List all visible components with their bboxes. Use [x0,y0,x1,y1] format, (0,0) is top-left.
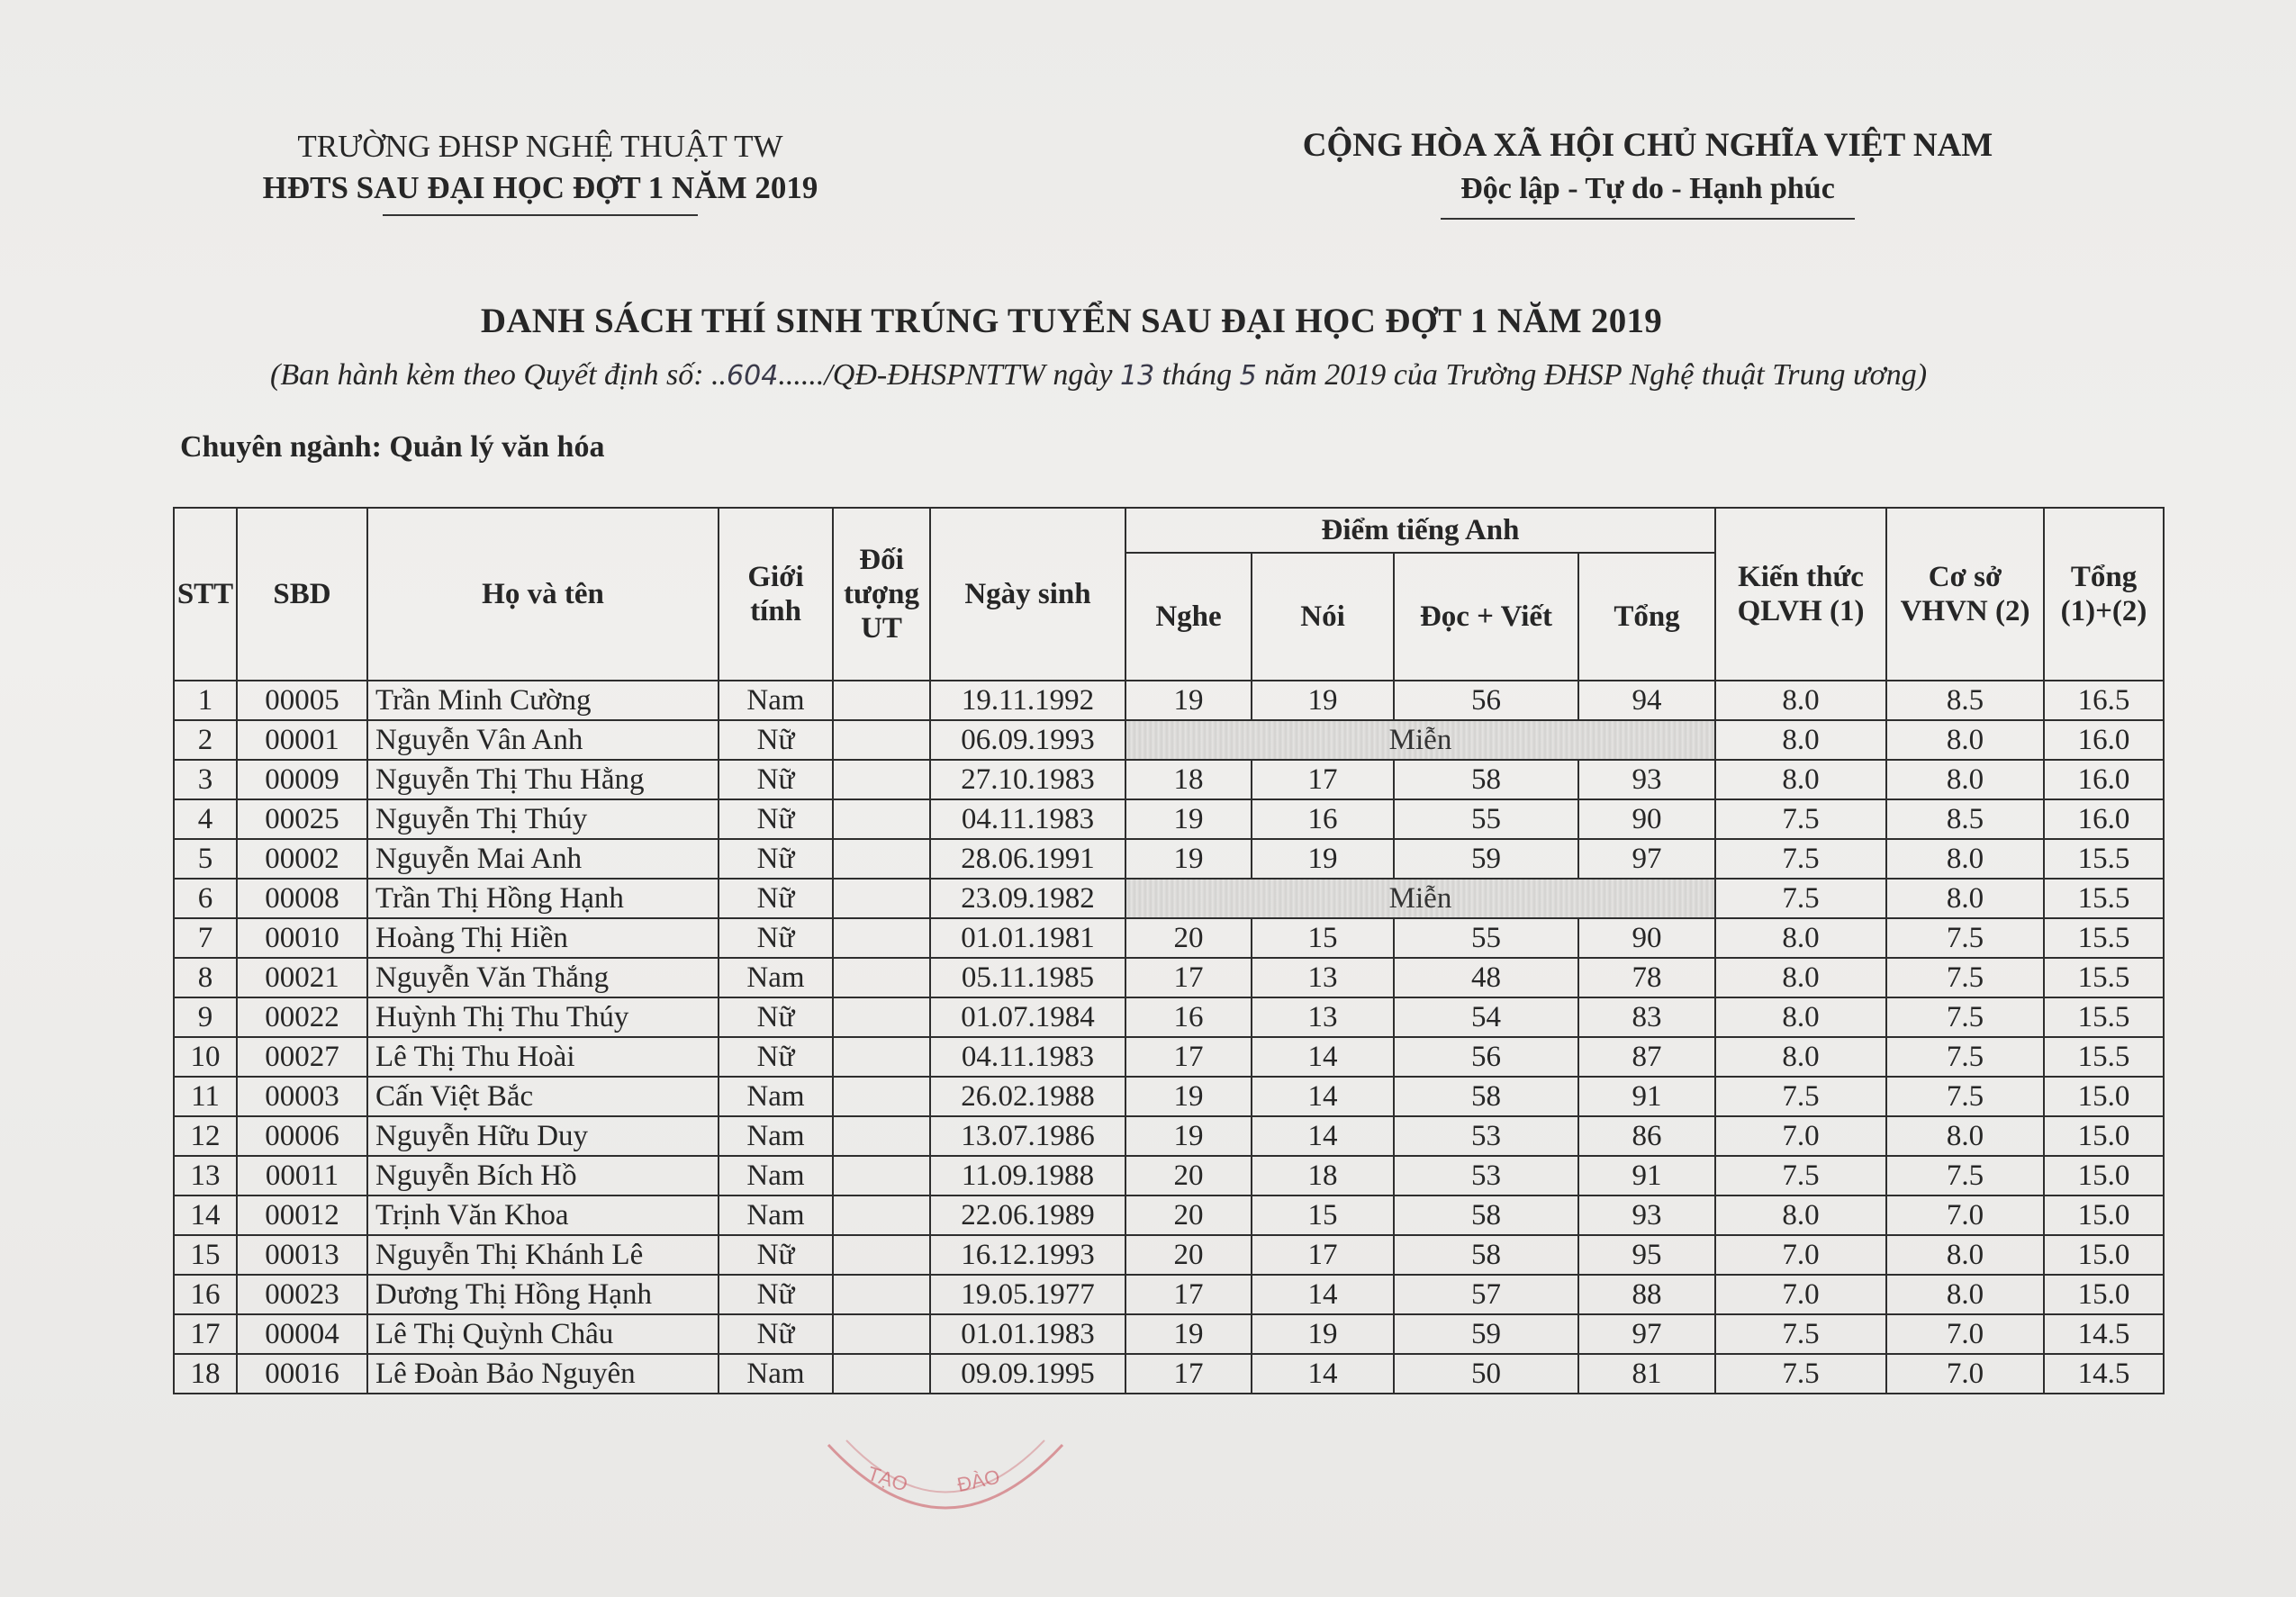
table-row [174,720,2164,760]
header-priority: Đối tượng UT [833,508,930,681]
cell-name: Nguyễn Thị Thu Hằng [367,760,719,799]
header-name: Họ và tên [367,508,719,681]
cell-dob: 04.11.1983 [930,1037,1125,1077]
cell-sbd: 00016 [237,1354,367,1394]
motto-underline [1441,218,1855,220]
cell-listening: 16 [1125,997,1252,1037]
cell-knowledge: 7.5 [1715,1314,1886,1354]
cell-reading-writing: 58 [1394,1077,1578,1116]
table-row [174,681,2164,720]
cell-stt: 14 [174,1195,237,1235]
table-row [174,839,2164,879]
cell-listening: 18 [1125,760,1252,799]
cell-knowledge: 8.0 [1715,958,1886,997]
cell-dob: 19.11.1992 [930,681,1125,720]
table-row [174,1354,2164,1394]
cell-gender: Nữ [719,1275,833,1314]
cell-total: 15.5 [2044,958,2164,997]
cell-basis: 8.0 [1886,760,2044,799]
cell-gender: Nữ [719,760,833,799]
cell-listening: 19 [1125,1116,1252,1156]
major-label: Chuyên ngành: Quản lý văn hóa [180,430,605,464]
issuer-header [225,126,855,216]
cell-speaking: 17 [1252,1235,1394,1275]
cell-name: Nguyễn Hữu Duy [367,1116,719,1156]
cell-total: 15.5 [2044,879,2164,918]
cell-knowledge: 8.0 [1715,720,1886,760]
cell-name: Nguyễn Thị Khánh Lê [367,1235,719,1275]
cell-english-total: 90 [1578,918,1715,958]
table-row [174,918,2164,958]
cell-sbd: 00011 [237,1156,367,1195]
cell-basis: 8.0 [1886,839,2044,879]
cell-reading-writing: 57 [1394,1275,1578,1314]
table-row [174,958,2164,997]
issuer-school: TRƯỜNG ĐHSP NGHỆ THUẬT TW [297,129,783,164]
cell-dob: 23.09.1982 [930,879,1125,918]
cell-name: Trần Minh Cường [367,681,719,720]
cell-name: Hoàng Thị Hiền [367,918,719,958]
cell-total: 16.0 [2044,720,2164,760]
cell-stt: 4 [174,799,237,839]
cell-speaking: 19 [1252,1314,1394,1354]
cell-speaking: 13 [1252,997,1394,1037]
cell-reading-writing: 53 [1394,1116,1578,1156]
cell-dob: 11.09.1988 [930,1156,1125,1195]
cell-basis: 7.5 [1886,1037,2044,1077]
cell-listening: 19 [1125,1314,1252,1354]
cell-name: Nguyễn Thị Thúy [367,799,719,839]
cell-total: 15.5 [2044,997,2164,1037]
cell-stt: 13 [174,1156,237,1195]
cell-dob: 26.02.1988 [930,1077,1125,1116]
cell-sbd: 00023 [237,1275,367,1314]
cell-sbd: 00008 [237,879,367,918]
cell-total: 14.5 [2044,1354,2164,1394]
cell-reading-writing: 58 [1394,760,1578,799]
header-dob: Ngày sinh [930,508,1125,681]
cell-english-total: 81 [1578,1354,1715,1394]
decision-text-3: tháng [1154,358,1240,392]
cell-dob: 01.01.1983 [930,1314,1125,1354]
table-row [174,1156,2164,1195]
cell-sbd: 00001 [237,720,367,760]
cell-stt: 7 [174,918,237,958]
table-row [174,799,2164,839]
cell-gender: Nữ [719,1314,833,1354]
header-basis: Cơ sở VHVN (2) [1886,508,2044,681]
cell-knowledge: 8.0 [1715,681,1886,720]
cell-listening: 19 [1125,799,1252,839]
cell-knowledge: 8.0 [1715,1037,1886,1077]
cell-listening: 17 [1125,1354,1252,1394]
decision-reference [270,358,1928,392]
header-sbd: SBD [237,508,367,681]
cell-basis: 8.0 [1886,1275,2044,1314]
cell-basis: 7.5 [1886,958,2044,997]
cell-total: 15.0 [2044,1235,2164,1275]
cell-total: 15.5 [2044,918,2164,958]
header-english-total: Tổng [1578,553,1715,681]
cell-dob: 04.11.1983 [930,799,1125,839]
national-header [1261,124,2035,220]
cell-gender: Nam [719,1077,833,1116]
cell-priority [833,958,930,997]
cell-sbd: 00025 [237,799,367,839]
cell-name: Lê Đoàn Bảo Nguyên [367,1354,719,1394]
cell-sbd: 00005 [237,681,367,720]
cell-total: 15.0 [2044,1156,2164,1195]
cell-speaking: 14 [1252,1037,1394,1077]
decision-text-4: năm 2019 của Trường ĐHSP Nghệ thuật Trung ương) [1256,358,1928,392]
header-gender: Giới tính [719,508,833,681]
stamp-text-right: ĐÀO [954,1465,1002,1496]
cell-knowledge: 7.0 [1715,1116,1886,1156]
cell-priority [833,1354,930,1394]
cell-priority [833,1235,930,1275]
cell-reading-writing: 48 [1394,958,1578,997]
cell-reading-writing: 53 [1394,1156,1578,1195]
table-row [174,1314,2164,1354]
cell-english-total: 97 [1578,839,1715,879]
cell-stt: 9 [174,997,237,1037]
seal-stamp [810,1436,1080,1544]
cell-english-total: 87 [1578,1037,1715,1077]
header-knowledge: Kiến thức QLVH (1) [1715,508,1886,681]
cell-listening: 19 [1125,839,1252,879]
cell-stt: 10 [174,1037,237,1077]
issuer-council: HĐTS SAU ĐẠI HỌC ĐỢT 1 NĂM 2019 [262,170,818,205]
cell-listening: 20 [1125,1235,1252,1275]
cell-gender: Nam [719,681,833,720]
cell-sbd: 00010 [237,918,367,958]
cell-knowledge: 7.5 [1715,1354,1886,1394]
cell-priority [833,1195,930,1235]
cell-english-total: 86 [1578,1116,1715,1156]
table-row [174,1275,2164,1314]
national-motto: Độc lập - Tự do - Hạnh phúc [1460,172,1835,205]
cell-sbd: 00021 [237,958,367,997]
cell-dob: 16.12.1993 [930,1235,1125,1275]
cell-stt: 17 [174,1314,237,1354]
table-row [174,879,2164,918]
cell-dob: 22.06.1989 [930,1195,1125,1235]
cell-priority [833,799,930,839]
cell-gender: Nam [719,1195,833,1235]
cell-stt: 6 [174,879,237,918]
cell-english-total: 91 [1578,1156,1715,1195]
cell-reading-writing: 55 [1394,799,1578,839]
cell-basis: 8.5 [1886,799,2044,839]
cell-priority [833,918,930,958]
cell-speaking: 18 [1252,1156,1394,1195]
cell-gender: Nam [719,1116,833,1156]
table-row [174,1037,2164,1077]
cell-speaking: 17 [1252,760,1394,799]
cell-listening: 19 [1125,681,1252,720]
cell-speaking: 19 [1252,681,1394,720]
cell-reading-writing: 54 [1394,997,1578,1037]
cell-gender: Nữ [719,720,833,760]
cell-english-total: 95 [1578,1235,1715,1275]
table-row [174,760,2164,799]
cell-listening: 19 [1125,1077,1252,1116]
cell-priority [833,760,930,799]
cell-name: Cấn Việt Bắc [367,1077,719,1116]
cell-dob: 19.05.1977 [930,1275,1125,1314]
header-stt: STT [174,508,237,681]
header-total: Tổng (1)+(2) [2044,508,2164,681]
decision-day-handwritten: 13 [1119,360,1155,392]
cell-priority [833,681,930,720]
cell-english-total: 94 [1578,681,1715,720]
table-body [174,681,2164,1394]
cell-english-total: 91 [1578,1077,1715,1116]
cell-priority [833,720,930,760]
cell-name: Lê Thị Quỳnh Châu [367,1314,719,1354]
cell-speaking: 14 [1252,1354,1394,1394]
cell-reading-writing: 50 [1394,1354,1578,1394]
cell-basis: 7.5 [1886,997,2044,1037]
cell-gender: Nam [719,958,833,997]
cell-knowledge: 7.5 [1715,879,1886,918]
cell-priority [833,1116,930,1156]
cell-sbd: 00006 [237,1116,367,1156]
cell-stt: 8 [174,958,237,997]
table-row [174,1116,2164,1156]
cell-priority [833,997,930,1037]
cell-stt: 3 [174,760,237,799]
cell-total: 15.0 [2044,1195,2164,1235]
cell-priority [833,1037,930,1077]
cell-dob: 01.01.1981 [930,918,1125,958]
cell-stt: 5 [174,839,237,879]
cell-speaking: 19 [1252,839,1394,879]
stamp-text-left: TẠO [864,1461,911,1496]
cell-total: 16.5 [2044,681,2164,720]
cell-stt: 2 [174,720,237,760]
cell-total: 16.0 [2044,760,2164,799]
cell-total: 15.5 [2044,839,2164,879]
cell-listening: 20 [1125,1156,1252,1195]
national-title: CỘNG HÒA XÃ HỘI CHỦ NGHĨA VIỆT NAM [1302,127,1993,164]
issuer-underline [383,214,698,216]
cell-english-total: 78 [1578,958,1715,997]
cell-speaking: 14 [1252,1116,1394,1156]
cell-english-total: 90 [1578,799,1715,839]
cell-basis: 8.0 [1886,1235,2044,1275]
document-title: DANH SÁCH THÍ SINH TRÚNG TUYỂN SAU ĐẠI HỌC ĐỢT 1 NĂM 2019 [480,302,1663,340]
cell-basis: 8.0 [1886,720,2044,760]
cell-name: Lê Thị Thu Hoài [367,1037,719,1077]
table-row [174,1195,2164,1235]
cell-knowledge: 7.0 [1715,1275,1886,1314]
cell-gender: Nữ [719,879,833,918]
cell-gender: Nữ [719,799,833,839]
cell-speaking: 16 [1252,799,1394,839]
decision-number-handwritten: 604 [727,360,779,392]
cell-reading-writing: 55 [1394,918,1578,958]
header-speaking: Nói [1252,553,1394,681]
cell-sbd: 00022 [237,997,367,1037]
cell-knowledge: 7.0 [1715,1235,1886,1275]
cell-sbd: 00012 [237,1195,367,1235]
table-row [174,1235,2164,1275]
cell-dob: 27.10.1983 [930,760,1125,799]
cell-dob: 28.06.1991 [930,839,1125,879]
cell-speaking: 14 [1252,1275,1394,1314]
cell-name: Dương Thị Hồng Hạnh [367,1275,719,1314]
cell-dob: 06.09.1993 [930,720,1125,760]
cell-total: 15.5 [2044,1037,2164,1077]
cell-total: 16.0 [2044,799,2164,839]
cell-basis: 7.0 [1886,1195,2044,1235]
cell-dob: 13.07.1986 [930,1116,1125,1156]
cell-basis: 7.0 [1886,1354,2044,1394]
cell-knowledge: 7.5 [1715,839,1886,879]
cell-knowledge: 8.0 [1715,918,1886,958]
cell-reading-writing: 59 [1394,839,1578,879]
cell-basis: 7.5 [1886,1077,2044,1116]
cell-gender: Nữ [719,918,833,958]
cell-priority [833,839,930,879]
cell-stt: 18 [174,1354,237,1394]
cell-stt: 12 [174,1116,237,1156]
cell-english-exempt: Miễn [1125,879,1715,918]
cell-reading-writing: 58 [1394,1235,1578,1275]
cell-basis: 7.5 [1886,918,2044,958]
cell-sbd: 00004 [237,1314,367,1354]
cell-english-total: 93 [1578,1195,1715,1235]
cell-reading-writing: 56 [1394,1037,1578,1077]
admission-table [173,507,2165,1394]
cell-listening: 20 [1125,1195,1252,1235]
cell-name: Huỳnh Thị Thu Thúy [367,997,719,1037]
cell-listening: 20 [1125,918,1252,958]
cell-basis: 7.0 [1886,1314,2044,1354]
cell-priority [833,879,930,918]
cell-dob: 01.07.1984 [930,997,1125,1037]
cell-stt: 15 [174,1235,237,1275]
cell-dob: 09.09.1995 [930,1354,1125,1394]
cell-total: 15.0 [2044,1077,2164,1116]
cell-total: 14.5 [2044,1314,2164,1354]
cell-gender: Nữ [719,997,833,1037]
cell-priority [833,1275,930,1314]
cell-reading-writing: 56 [1394,681,1578,720]
cell-stt: 16 [174,1275,237,1314]
cell-listening: 17 [1125,958,1252,997]
cell-name: Nguyễn Vân Anh [367,720,719,760]
cell-priority [833,1156,930,1195]
cell-sbd: 00009 [237,760,367,799]
cell-knowledge: 7.5 [1715,1156,1886,1195]
cell-speaking: 15 [1252,1195,1394,1235]
decision-text-1: (Ban hành kèm theo Quyết định số: .. [270,358,728,392]
cell-knowledge: 8.0 [1715,997,1886,1037]
cell-knowledge: 8.0 [1715,760,1886,799]
cell-basis: 8.0 [1886,1116,2044,1156]
cell-gender: Nữ [719,839,833,879]
cell-listening: 17 [1125,1275,1252,1314]
cell-english-total: 88 [1578,1275,1715,1314]
cell-gender: Nữ [719,1037,833,1077]
cell-stt: 1 [174,681,237,720]
cell-english-total: 83 [1578,997,1715,1037]
cell-name: Nguyễn Văn Thắng [367,958,719,997]
cell-knowledge: 8.0 [1715,1195,1886,1235]
cell-name: Nguyễn Bích Hồ [367,1156,719,1195]
cell-basis: 8.5 [1886,681,2044,720]
cell-total: 15.0 [2044,1275,2164,1314]
cell-gender: Nam [719,1354,833,1394]
cell-knowledge: 7.5 [1715,1077,1886,1116]
cell-speaking: 15 [1252,918,1394,958]
cell-sbd: 00002 [237,839,367,879]
cell-english-total: 93 [1578,760,1715,799]
cell-gender: Nam [719,1156,833,1195]
table-row [174,1077,2164,1116]
cell-speaking: 13 [1252,958,1394,997]
cell-name: Trịnh Văn Khoa [367,1195,719,1235]
decision-month-handwritten: 5 [1239,360,1257,392]
header-english-group: Điểm tiếng Anh [1125,508,1715,553]
cell-name: Trần Thị Hồng Hạnh [367,879,719,918]
cell-total: 15.0 [2044,1116,2164,1156]
header-reading-writing: Đọc + Viết [1394,553,1578,681]
cell-name: Nguyễn Mai Anh [367,839,719,879]
cell-listening: 17 [1125,1037,1252,1077]
cell-reading-writing: 59 [1394,1314,1578,1354]
cell-knowledge: 7.5 [1715,799,1886,839]
cell-sbd: 00013 [237,1235,367,1275]
header-listening: Nghe [1125,553,1252,681]
cell-basis: 8.0 [1886,879,2044,918]
cell-english-total: 97 [1578,1314,1715,1354]
cell-priority [833,1314,930,1354]
cell-sbd: 00003 [237,1077,367,1116]
cell-english-exempt: Miễn [1125,720,1715,760]
cell-priority [833,1077,930,1116]
decision-text-2: ....../QĐ-ĐHSPNTTW ngày [778,358,1120,392]
cell-speaking: 14 [1252,1077,1394,1116]
cell-sbd: 00027 [237,1037,367,1077]
cell-stt: 11 [174,1077,237,1116]
cell-basis: 7.5 [1886,1156,2044,1195]
cell-reading-writing: 58 [1394,1195,1578,1235]
cell-gender: Nữ [719,1235,833,1275]
table-row [174,997,2164,1037]
cell-dob: 05.11.1985 [930,958,1125,997]
